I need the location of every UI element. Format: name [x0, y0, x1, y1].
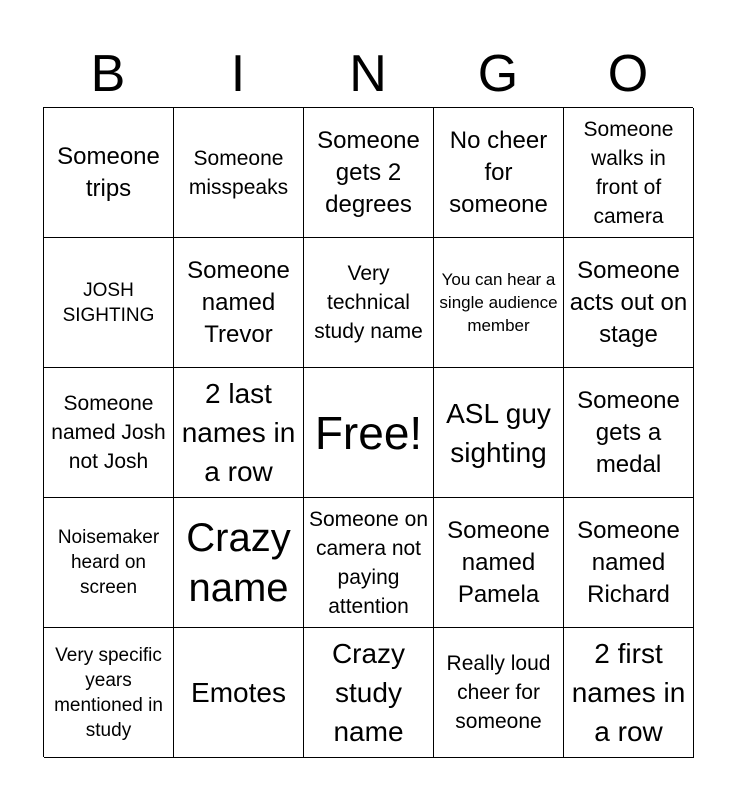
header-letter-b: B [90, 45, 126, 103]
bingo-cell[interactable] [304, 108, 434, 238]
bingo-cell[interactable] [174, 368, 304, 498]
free-space-text: Free! [314, 406, 423, 459]
bingo-cell[interactable] [304, 238, 434, 368]
cell-text: You can hear a single audience member [439, 270, 558, 335]
cell-text: Noisemaker heard on screen [57, 527, 160, 598]
header-letter-i: I [230, 45, 246, 103]
cell-text: JOSH SIGHTING [62, 279, 155, 326]
bingo-cell[interactable] [434, 238, 564, 368]
cell-text: Someone on camera not paying attention [308, 507, 429, 618]
bingo-cell[interactable] [434, 368, 564, 498]
cell-text: Someone walks in front of camera [583, 117, 674, 228]
cell-text: Crazy name [186, 515, 291, 610]
bingo-header [43, 40, 693, 108]
bingo-cell[interactable] [564, 368, 694, 498]
header-letter-g: G [477, 45, 519, 103]
header-letter-o: O [607, 45, 649, 103]
cell-text: Someone misspeaks [188, 146, 289, 199]
cell-text: Really loud cheer for someone [446, 652, 551, 733]
bingo-cell[interactable] [44, 108, 174, 238]
bingo-board [43, 107, 693, 757]
bingo-cell[interactable] [564, 108, 694, 238]
bingo-cell[interactable] [434, 108, 564, 238]
cell-text: Emotes [191, 677, 286, 708]
bingo-cell[interactable] [174, 628, 304, 758]
bingo-cell[interactable] [44, 628, 174, 758]
bingo-cell[interactable] [304, 498, 434, 628]
cell-text: Very specific years mentioned in study [54, 644, 163, 741]
cell-text: Someone named Richard [577, 516, 680, 608]
cell-text: Someone named Pamela [447, 516, 550, 608]
bingo-cell[interactable] [44, 498, 174, 628]
bingo-cell[interactable] [44, 368, 174, 498]
cell-text: Someone named Trevor [187, 256, 290, 348]
bingo-cell[interactable] [44, 238, 174, 368]
bingo-cell[interactable] [564, 238, 694, 368]
bingo-cell[interactable] [434, 498, 564, 628]
bingo-cell[interactable] [174, 238, 304, 368]
bingo-cell[interactable] [564, 628, 694, 758]
bingo-cell[interactable] [174, 498, 304, 628]
cell-text: Someone gets 2 degrees [317, 126, 420, 218]
bingo-cell[interactable] [174, 108, 304, 238]
cell-text: No cheer for someone [449, 126, 548, 218]
cell-text: 2 first names in a row [571, 638, 686, 747]
cell-text: 2 last names in a row [181, 378, 296, 487]
free-space[interactable] [304, 368, 434, 498]
bingo-cell[interactable] [564, 498, 694, 628]
cell-text: ASL guy sighting [446, 397, 551, 468]
header-letter-n: N [349, 45, 387, 103]
cell-text: Very technical study name [314, 262, 423, 343]
cell-text: Someone named Josh not Josh [51, 392, 166, 473]
cell-text: Crazy study name [331, 638, 406, 747]
cell-text: Someone acts out on stage [569, 256, 688, 348]
bingo-cell[interactable] [434, 628, 564, 758]
cell-text: Someone gets a medal [577, 386, 680, 478]
bingo-cell[interactable] [304, 628, 434, 758]
cell-text: Someone trips [57, 142, 160, 202]
